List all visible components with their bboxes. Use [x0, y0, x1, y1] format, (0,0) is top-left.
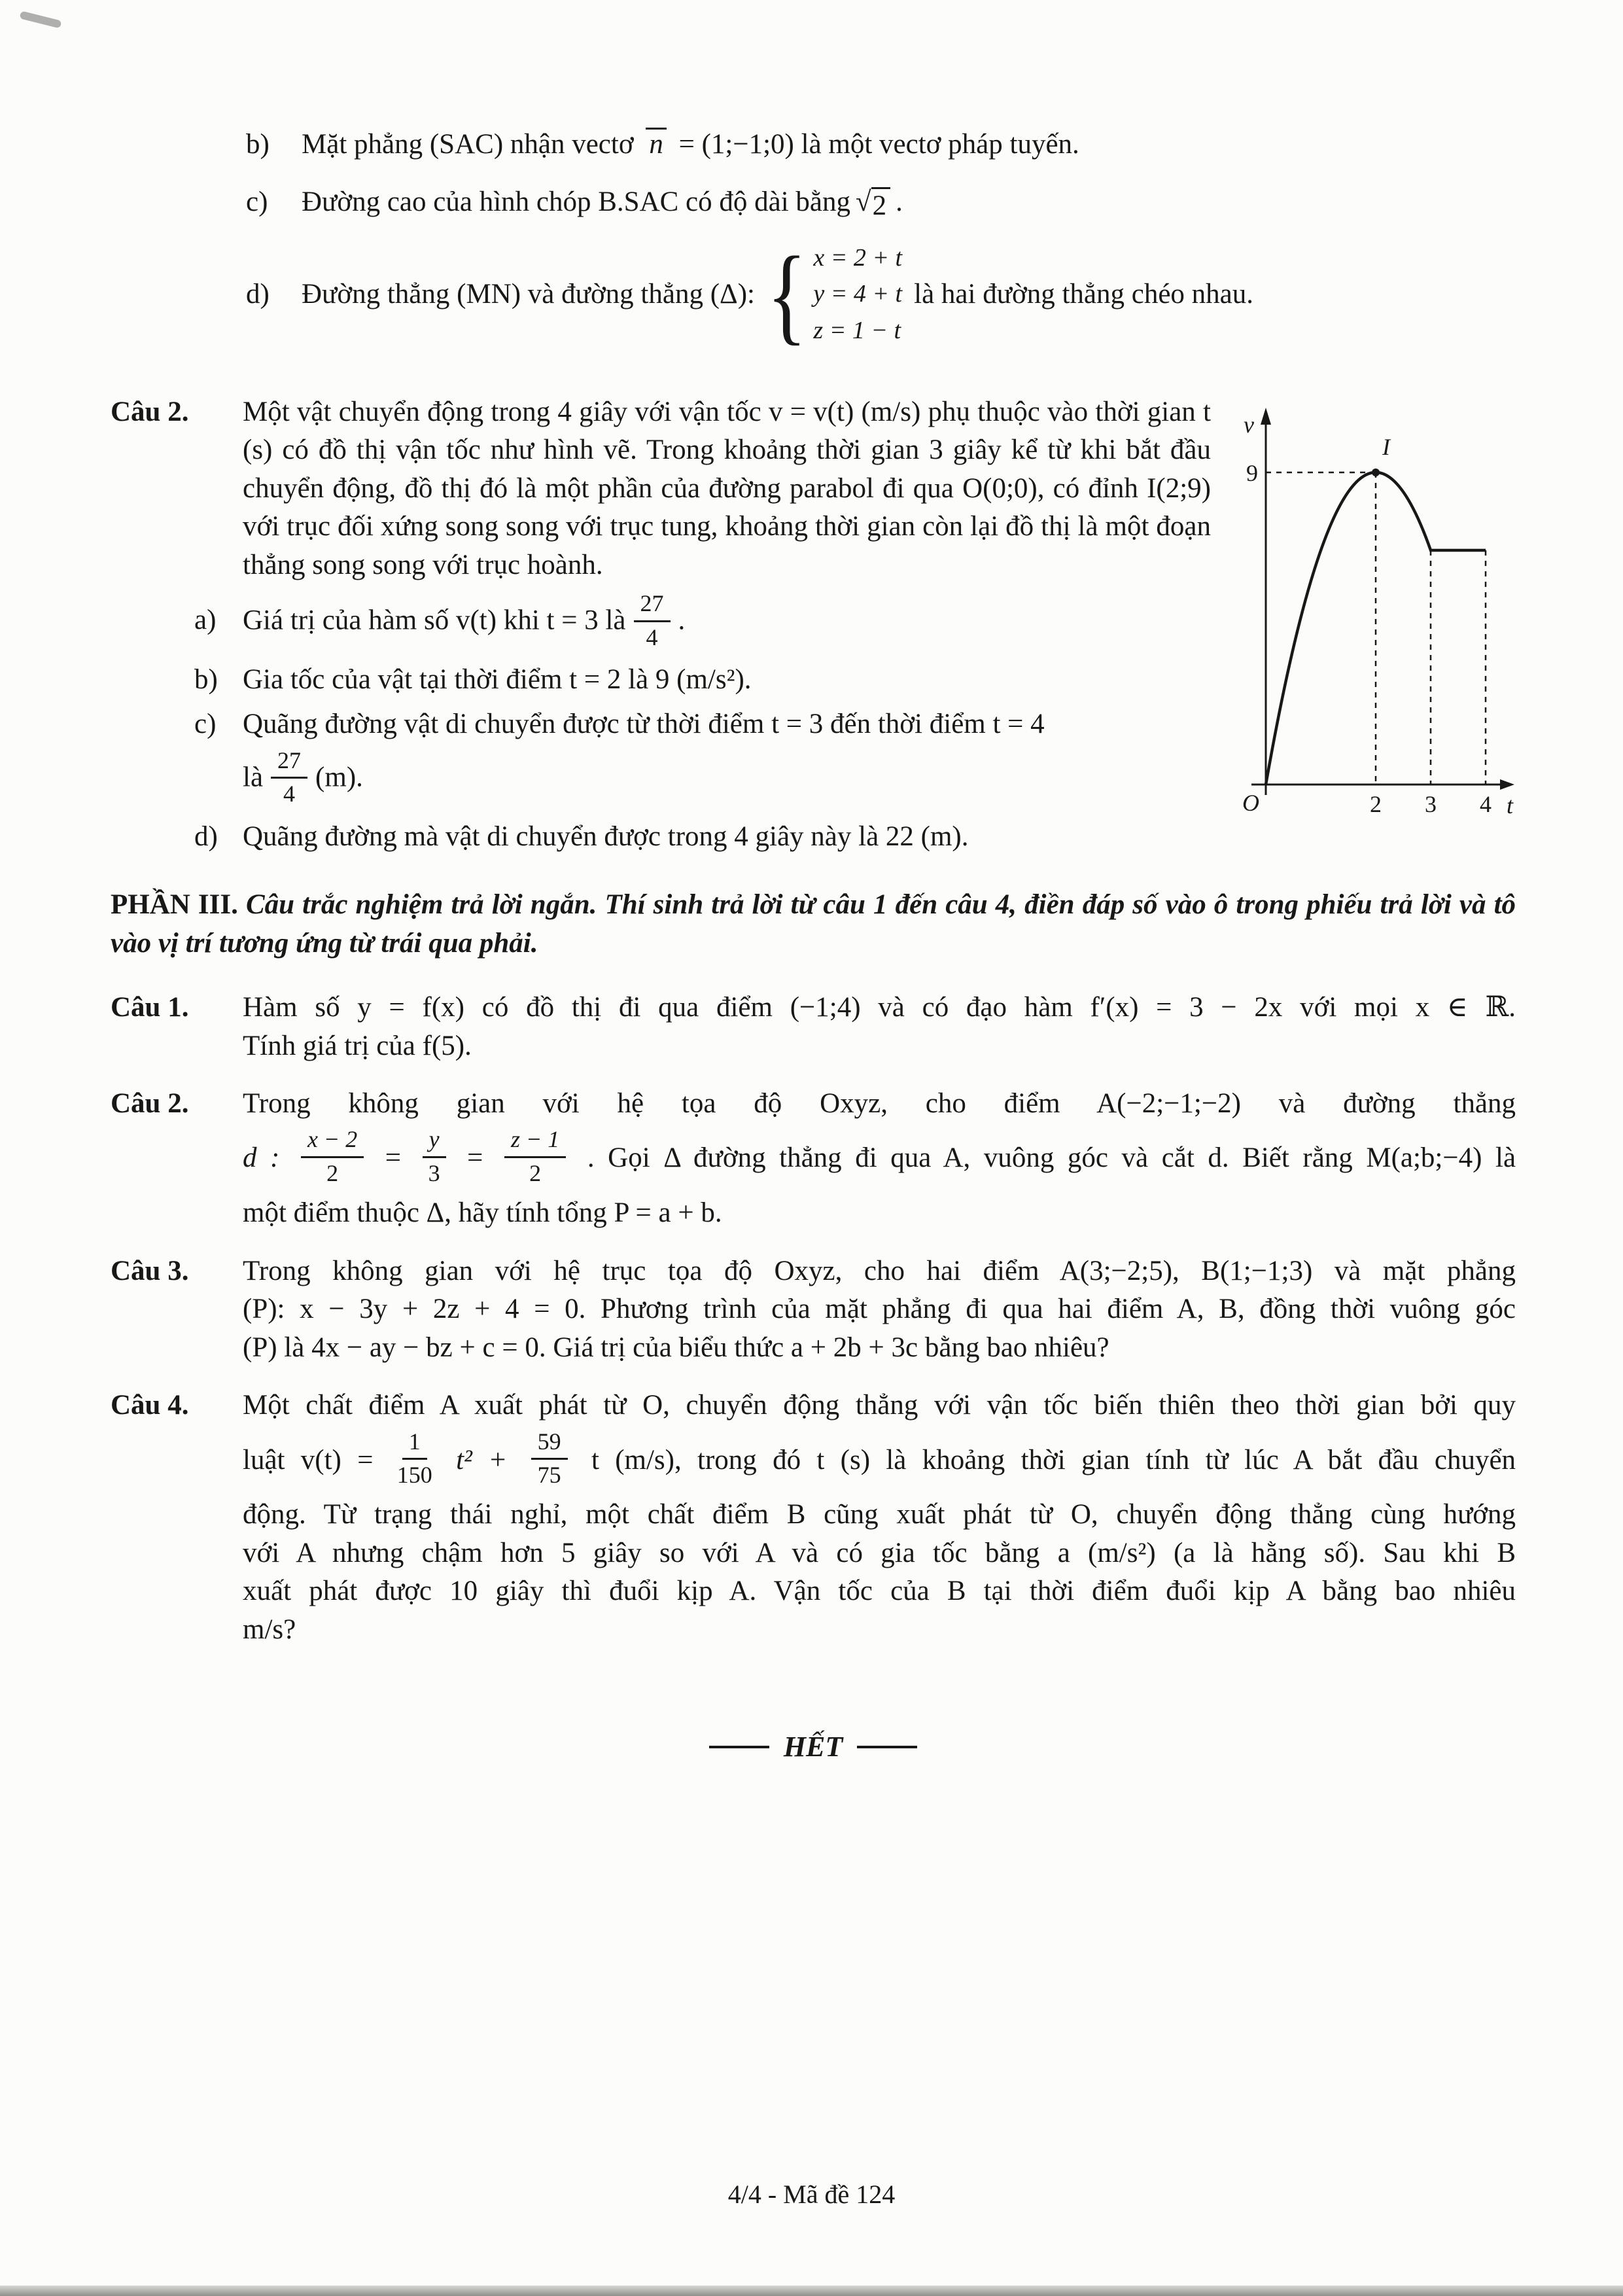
item-label: d) [246, 278, 270, 309]
item-text: Mặt phẳng (SAC) nhận vectơ [302, 129, 634, 160]
v-axis-label: v [1244, 411, 1254, 438]
equation-line [243, 1429, 1516, 1492]
sqrt-expression [856, 187, 890, 221]
statement-item-b [246, 126, 1516, 164]
statement-item-d [246, 234, 1516, 355]
fraction [531, 1428, 568, 1489]
question-text: Tính giá trị của f(5). [243, 1030, 472, 1061]
question-text: . Gọi Δ đường thẳng đi qua A, vuông góc và cắt d. Biết rằng M(a;b;−4) là [587, 1142, 1516, 1174]
question-text: động. Từ trạng thái nghỉ, một chất điểm B cũng xuất phát từ O, chuyển động thẳng cùng hướng [243, 1499, 1516, 1530]
question-text: m/s? [243, 1614, 296, 1645]
fraction-numerator: 1 [402, 1428, 427, 1460]
fraction [301, 1126, 364, 1187]
question-label: Câu 2. [111, 1088, 189, 1120]
item-text: Giá trị của hàm số v(t) khi t = 3 là [243, 605, 626, 636]
question-text: (P) là 4x − ay − bz + c = 0. Giá trị của biểu thức a + 2b + 3c bằng bao nhiêu? [243, 1332, 1109, 1363]
item-label: b) [194, 663, 218, 695]
end-mark [111, 1727, 1516, 1767]
radical-sign-icon: √ [856, 186, 871, 218]
question-text: Một chất điểm A xuất phát từ O, chuyển động thẳng với vận tốc biến thiên theo thời gian bởi quy [243, 1390, 1516, 1421]
end-text: HẾT [783, 1731, 843, 1763]
fraction [504, 1126, 566, 1187]
item-label: a) [194, 605, 217, 636]
v-tick-9: 9 [1246, 459, 1258, 486]
origin-label: O [1242, 789, 1259, 816]
item-text: Gia tốc của vật tại thời điểm t = 2 là 9 (m/s²). [243, 663, 752, 695]
fraction-numerator: 27 [634, 590, 671, 622]
t-axis-arrow-icon [1500, 779, 1514, 790]
system-equation-y: y = 4 + t [813, 280, 903, 308]
equals-sign: = [467, 1142, 483, 1174]
item-label: c) [246, 186, 268, 218]
equation-term: t² + [456, 1444, 508, 1475]
t-axis-label: t [1507, 792, 1514, 819]
item-text: Quãng đường vật di chuyển được từ thời điểm t = 3 đến thời điểm t = 4 [243, 709, 1045, 740]
equation-line [243, 1127, 1516, 1190]
question-text: xuất phát được 10 giây thì đuổi kịp A. Vận tốc của B tại thời điểm đuổi kịp A bằng bao nhiêu [243, 1576, 1516, 1607]
peak-point [1372, 468, 1380, 476]
item-label: b) [246, 129, 270, 160]
question-text: luật v(t) = [243, 1444, 374, 1475]
question-2-part3 [111, 1085, 1516, 1233]
item-text: là hai đường thẳng chéo nhau. [914, 278, 1254, 309]
vector-n-overbar: n [646, 128, 667, 159]
item-text: Đường thẳng (MN) và đường thẳng (Δ): [302, 278, 755, 309]
end-dash-right [857, 1746, 917, 1748]
question-text: với A nhưng chậm hơn 5 giây so với A và có gia tốc bằng a (m/s²) (a là hằng số). Sau khi B [243, 1537, 1516, 1568]
item-text: là [243, 762, 264, 793]
fraction-numerator: 59 [531, 1428, 568, 1460]
item-text: (m). [315, 762, 363, 793]
item-text: = (1;−1;0) là một vectơ pháp tuyến. [678, 129, 1079, 160]
item-text: . [896, 186, 903, 218]
part3-header [111, 886, 1516, 963]
peak-label: I [1382, 433, 1390, 460]
fraction-denominator: 2 [529, 1159, 542, 1186]
graph-figure [1234, 397, 1516, 849]
fraction-numerator: y [423, 1126, 446, 1157]
fraction-denominator: 75 [537, 1462, 561, 1488]
question-3-part3 [111, 1252, 1516, 1367]
system-brace: { [766, 234, 807, 355]
item-label: d) [194, 821, 218, 852]
part3-instructions: Câu trắc nghiệm trả lời ngắn. Thí sinh trả lời từ câu 1 đến câu 4, điền đáp số vào ô trong phiếu trả lời và tô vào vị trí tương ứng từ trái qua phải. [111, 889, 1516, 959]
question-text: một điểm thuộc Δ, hãy tính tổng P = a + b. [243, 1197, 722, 1229]
question-text: Trong không gian với hệ trục tọa độ Oxyz, cho hai điểm A(3;−2;5), B(1;−1;3) và mặt phẳng [243, 1255, 1516, 1286]
t-tick-2: 2 [1370, 790, 1382, 817]
system-equation-z: z = 1 − t [813, 316, 901, 344]
question-text: t (m/s), trong đó t (s) là khoảng thời gian tính từ lúc A bắt đầu chuyển [591, 1444, 1516, 1475]
part3-label: PHẦN III. [111, 889, 238, 921]
system-equation-x: x = 2 + t [813, 243, 903, 272]
fraction [271, 747, 307, 808]
t-tick-4: 4 [1480, 790, 1492, 817]
system-equations [813, 241, 902, 347]
question-text: Một vật chuyển động trong 4 giây với vận tốc v = v(t) (m/s) phụ thuộc vào thời gian t (s) có đồ thị vận tốc như hình vẽ. Trong khoảng thời gian 3 giây kể từ khi bắt đầu chuyển động, đồ thị đó là một phần của đường parabol đi qua O(0;0), có đỉnh I(2;9) với trục đối xứng song song với trục tung, khoảng thời gian còn lại đồ thị là một đoạn thẳng song song với trục hoành. [243, 396, 1211, 580]
v-axis-arrow-icon [1261, 408, 1271, 425]
question-text: (P): x − 3y + 2z + 4 = 0. Phương trình của mặt phẳng đi qua hai điểm A, B, đồng thời vuông góc [243, 1294, 1516, 1325]
question-4-part3 [111, 1386, 1516, 1649]
fraction [423, 1126, 446, 1187]
fraction [397, 1428, 432, 1489]
item-text: Quãng đường mà vật di chuyển được trong 4 giây này là 22 (m). [243, 821, 969, 852]
question-2-part2 [111, 393, 1516, 856]
scan-artifact [19, 10, 61, 28]
question-label: Câu 2. [111, 396, 189, 427]
fraction-denominator: 150 [396, 1462, 432, 1488]
question-1-part3 [111, 989, 1516, 1065]
question-label: Câu 1. [111, 992, 189, 1023]
t-tick-3: 3 [1425, 790, 1437, 817]
fraction [634, 590, 671, 651]
question-label: Câu 3. [111, 1255, 189, 1286]
equals-sign: = [385, 1142, 402, 1174]
item-text: . [678, 605, 686, 636]
item-text: Đường cao của hình chóp B.SAC có độ dài bằng [302, 186, 851, 218]
fraction-denominator: 3 [428, 1159, 440, 1186]
fraction-numerator: 27 [271, 747, 307, 779]
equation-system [766, 234, 903, 355]
question-text: Trong không gian với hệ tọa độ Oxyz, cho điểm A(−2;−1;−2) và đường thẳng [243, 1088, 1516, 1120]
line-d-label: d : [243, 1142, 280, 1174]
radicand: 2 [871, 187, 891, 221]
question-label: Câu 4. [111, 1390, 189, 1421]
fraction-numerator: x − 2 [301, 1126, 364, 1157]
page-footer: 4/4 - Mã đề 124 [727, 2179, 896, 2209]
statement-item-c [246, 183, 1516, 221]
fraction-numerator: z − 1 [504, 1126, 566, 1157]
fraction-denominator: 2 [326, 1159, 339, 1186]
velocity-time-graph [1234, 397, 1516, 849]
fraction-denominator: 4 [283, 781, 296, 807]
fraction-denominator: 4 [646, 624, 658, 650]
end-dash-left [709, 1746, 769, 1748]
question-text: Hàm số y = f(x) có đồ thị đi qua điểm (−1;4) và có đạo hàm f′(x) = 3 − 2x với mọi x ∈ ℝ. [243, 992, 1516, 1023]
page-content [111, 126, 1516, 1767]
item-label: c) [194, 709, 217, 740]
scanner-edge [0, 2286, 1623, 2296]
